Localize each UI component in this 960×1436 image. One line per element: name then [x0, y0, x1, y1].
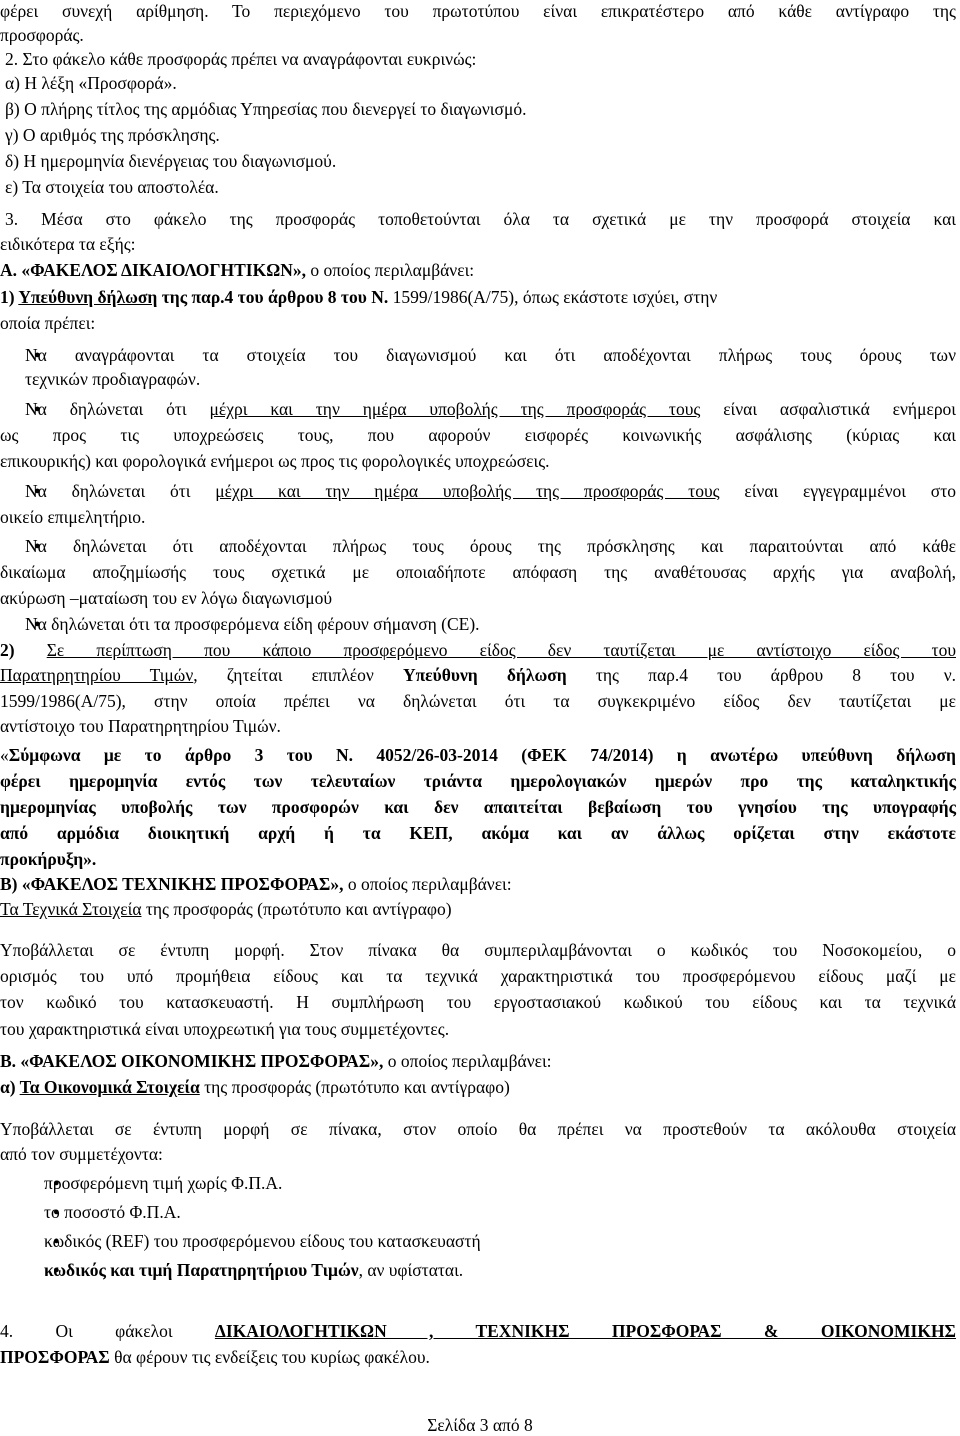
item-number: 1): [0, 287, 19, 307]
list-item: γ) Ο αριθμός της πρόσκλησης.: [5, 125, 220, 145]
text-line: [0, 664, 956, 686]
plain-text: 1599/1986(Α/75), όπως εκάστοτε ισχύει, στην: [388, 287, 718, 307]
text-line: ορισμός του υπό προμήθεια είδους και τα τεχνικά χαρακτηριστικά του προσφερόμενου είδους μαζί με: [0, 966, 956, 986]
text-line: ειδικότερα τα εξής:: [0, 234, 136, 254]
bullet-item: ● κωδικός (REF) του προσφερόμενου είδους του κατασκευαστή: [44, 1230, 481, 1252]
text-line: αντίστοιχο του Παρατηρητηρίου Τιμών.: [0, 716, 281, 736]
heading-suffix: ο οποίος περιλαμβάνει:: [343, 874, 512, 894]
bold-text: της παρ.4 του άρθρου 8 του Ν.: [157, 287, 389, 307]
heading-suffix: ο οποίος περιλαμβάνει:: [383, 1051, 552, 1071]
item-number: α): [0, 1077, 20, 1097]
plain-text: της προσφοράς (πρωτότυπο και αντίγραφο): [141, 899, 452, 919]
section-heading-b: [0, 873, 512, 895]
text-line: Υποβάλλεται σε έντυπη μορφή. Στον πίνακα θα συμπεριλαμβάνονται ο κωδικός του Νοσοκομείου, ο: [0, 940, 956, 960]
plain-text: «: [0, 745, 9, 765]
section-heading-c: [0, 1050, 552, 1072]
plain-text: Να δηλώνεται ότι: [25, 481, 216, 501]
section-heading-a: [0, 259, 474, 281]
plain-text: της προσφοράς (πρωτότυπο και αντίγραφο): [199, 1077, 510, 1097]
plain-text: Να δηλώνεται ότι: [25, 399, 210, 419]
underlined-text: Παρατηρητηρίου Τιμών: [0, 665, 194, 685]
text-line: 1599/1986(Α/75), στην οποία πρέπει να δηλώνεται ότι τα συγκεκριμένο είδος δεν ταυτίζεται με: [0, 691, 956, 711]
text-line: οποία πρέπει:: [0, 313, 96, 333]
heading-suffix: ο οποίος περιλαμβάνει:: [305, 260, 475, 280]
heading-text: Β. «ΦΑΚΕΛΟΣ ΟΙΚΟΝΟΜΙΚΗΣ ΠΡΟΣΦΟΡΑΣ»,: [0, 1051, 384, 1071]
text-line: ως προς τις υποχρεώσεις τους, που αφορούν εισφορές κοινωνικής ασφάλισης (κύριας και: [0, 425, 956, 445]
plain-text: είναι ασφαλιστικά ενήμεροι: [723, 399, 957, 419]
text-line: 3. Μέσα στο φάκελο της προσφοράς τοποθετούνται όλα τα σχετικά με την προσφορά στοιχεία και: [5, 209, 956, 229]
text-line: προκήρυξη».: [0, 849, 97, 869]
underlined-text: μέχρι και την ημέρα υποβολής της προσφοράς τους: [209, 399, 701, 419]
plain-text: θα φέρουν τις ενδείξεις του κυρίως φακέλου.: [109, 1347, 430, 1367]
text-line: από τον συμμετέχοντα:: [0, 1144, 163, 1164]
underlined-text: Σε περίπτωση που κάποιο προσφερόμενο είδος δεν ταυτίζεται με αντίστοιχο είδος του: [46, 640, 956, 660]
text-line: τον κωδικό του κατασκευαστή. Η συμπλήρωση του εργοστασιακού κωδικού του είδους και τα τεχνικά: [0, 992, 956, 1012]
text-line: τεχνικών προδιαγραφών.: [25, 369, 201, 389]
item-number: 2): [0, 640, 15, 660]
text-line: [0, 639, 956, 661]
bold-text: ΠΡΟΣΦΟΡΑΣ: [0, 1347, 110, 1367]
bullet-item: ● προσφερόμενη τιμή χωρίς Φ.Π.Α.: [44, 1172, 282, 1194]
text-line: [0, 1320, 956, 1342]
text-line: φέρει συνεχή αρίθμηση. Το περιεχόμενο του πρωτοτύπου είναι επικρατέστερο από κάθε αντίγραφο της: [0, 1, 956, 21]
text-line: [0, 744, 956, 766]
underlined-term: ΔΙΚΑΙΟΛΟΓΗΤΙΚΩΝ , ΤΕΧΝΙΚΗΣ ΠΡΟΣΦΟΡΑΣ & ΟΙΚΟΝΟΜΙΚΗΣ: [214, 1321, 956, 1341]
heading-text: Α. «ΦΑΚΕΛΟΣ ΔΙΚΑΙΟΛΟΓΗΤΙΚΩΝ»,: [0, 260, 306, 280]
bullet-item: [44, 1259, 463, 1281]
list-item: α) Η λέξη «Προσφορά».: [5, 73, 177, 93]
text-line: Υποβάλλεται σε έντυπη μορφή σε πίνακα, στον οποίο θα πρέπει να προστεθούν τα ακόλουθα στοιχεία: [0, 1119, 956, 1139]
text-line: ημερομηνίας υποβολής των προσφορών και δεν απαιτείται βεβαίωση του γνησίου της υπογραφής: [0, 797, 956, 817]
underlined-term: Τα Οικονομικά Στοιχεία: [19, 1077, 200, 1097]
bold-text: κωδικός και τιμή Παρατηρητήριου Τιμών: [44, 1260, 359, 1280]
text-line: δικαίωμα αποζημίωσής τους σχετικά με οποιαδήποτε απόφαση της αναθέτουσας αρχής για αναβολή,: [0, 562, 956, 582]
plain-text: , ζητείται επιπλέον: [193, 665, 403, 685]
text-line: οικείο επιμελητήριο.: [0, 507, 146, 527]
text-line: [0, 286, 717, 308]
underlined-text: Τα Τεχνικά Στοιχεία: [0, 899, 142, 919]
bullet-item: [25, 480, 956, 502]
text-line: επικουρικής) και φορολογικά ενήμεροι ως προς τις φορολογικές υποχρεώσεις.: [0, 451, 550, 471]
bullet-item: ● Να δηλώνεται ότι αποδέχονται πλήρως τους όρους της πρόσκλησης και παραιτούνται από κάθε: [25, 535, 956, 557]
text-line: του χαρακτηριστικά είναι υποχρεωτική για τους συμμετέχοντες.: [0, 1019, 450, 1039]
bullet-item: ● το ποσοστό Φ.Π.Α.: [44, 1201, 181, 1223]
bold-text: Υπεύθυνη δήλωση: [402, 665, 567, 685]
text-line: [0, 898, 452, 920]
text-line: [0, 1076, 510, 1098]
plain-text: 4. Οι φάκελοι: [0, 1321, 215, 1341]
heading-text: Β) «ΦΑΚΕΛΟΣ ΤΕΧΝΙΚΗΣ ΠΡΟΣΦΟΡΑΣ»,: [0, 874, 344, 894]
list-item: 2. Στο φάκελο κάθε προσφοράς πρέπει να αναγράφονται ευκρινώς:: [5, 49, 477, 69]
underlined-text: μέχρι και την ημέρα υποβολής της προσφοράς τους: [215, 481, 720, 501]
bullet-item: ● Να αναγράφονται τα στοιχεία του διαγωνισμού και ότι αποδέχονται πλήρως τους όρους των: [25, 344, 956, 366]
bullet-item: ● Να δηλώνεται ότι τα προσφερόμενα είδη φέρουν σήμανση (CE).: [25, 613, 480, 635]
list-item: ε) Τα στοιχεία του αποστολέα.: [5, 177, 219, 197]
text-line: ακύρωση –ματαίωση του εν λόγω διαγωνισμού: [0, 588, 333, 608]
text-line: φέρει ημερομηνία εντός των τελευταίων τριάντα ημερολογιακών ημερών προ της καταληκτικής: [0, 771, 956, 791]
plain-text: της παρ.4 του άρθρου 8 του ν.: [595, 665, 956, 685]
plain-text: , αν υφίσταται.: [358, 1260, 464, 1280]
plain-text: είναι εγγεγραμμένοι στο: [744, 481, 957, 501]
bullet-item: [25, 398, 956, 420]
underlined-term: Υπεύθυνη δήλωση: [18, 287, 158, 307]
page-footer: Σελίδα 3 από 8: [427, 1415, 533, 1435]
list-item: β) Ο πλήρης τίτλος της αρμόδιας Υπηρεσίας που διενεργεί το διαγωνισμό.: [5, 99, 527, 119]
bold-text: Σύμφωνα με το άρθρο 3 του Ν. 4052/26-03-2014 (ΦΕΚ 74/2014) η ανωτέρω υπεύθυνη δήλωση: [8, 745, 956, 765]
text-line: από αρμόδια διοικητική αρχή ή τα ΚΕΠ, ακόμα και αν άλλως ορίζεται στην εκάστοτε: [0, 823, 956, 843]
text-line: προσφοράς.: [0, 25, 84, 45]
text-line: [0, 1346, 430, 1368]
list-item: δ) Η ημερομηνία διενέργειας του διαγωνισμού.: [5, 151, 337, 171]
